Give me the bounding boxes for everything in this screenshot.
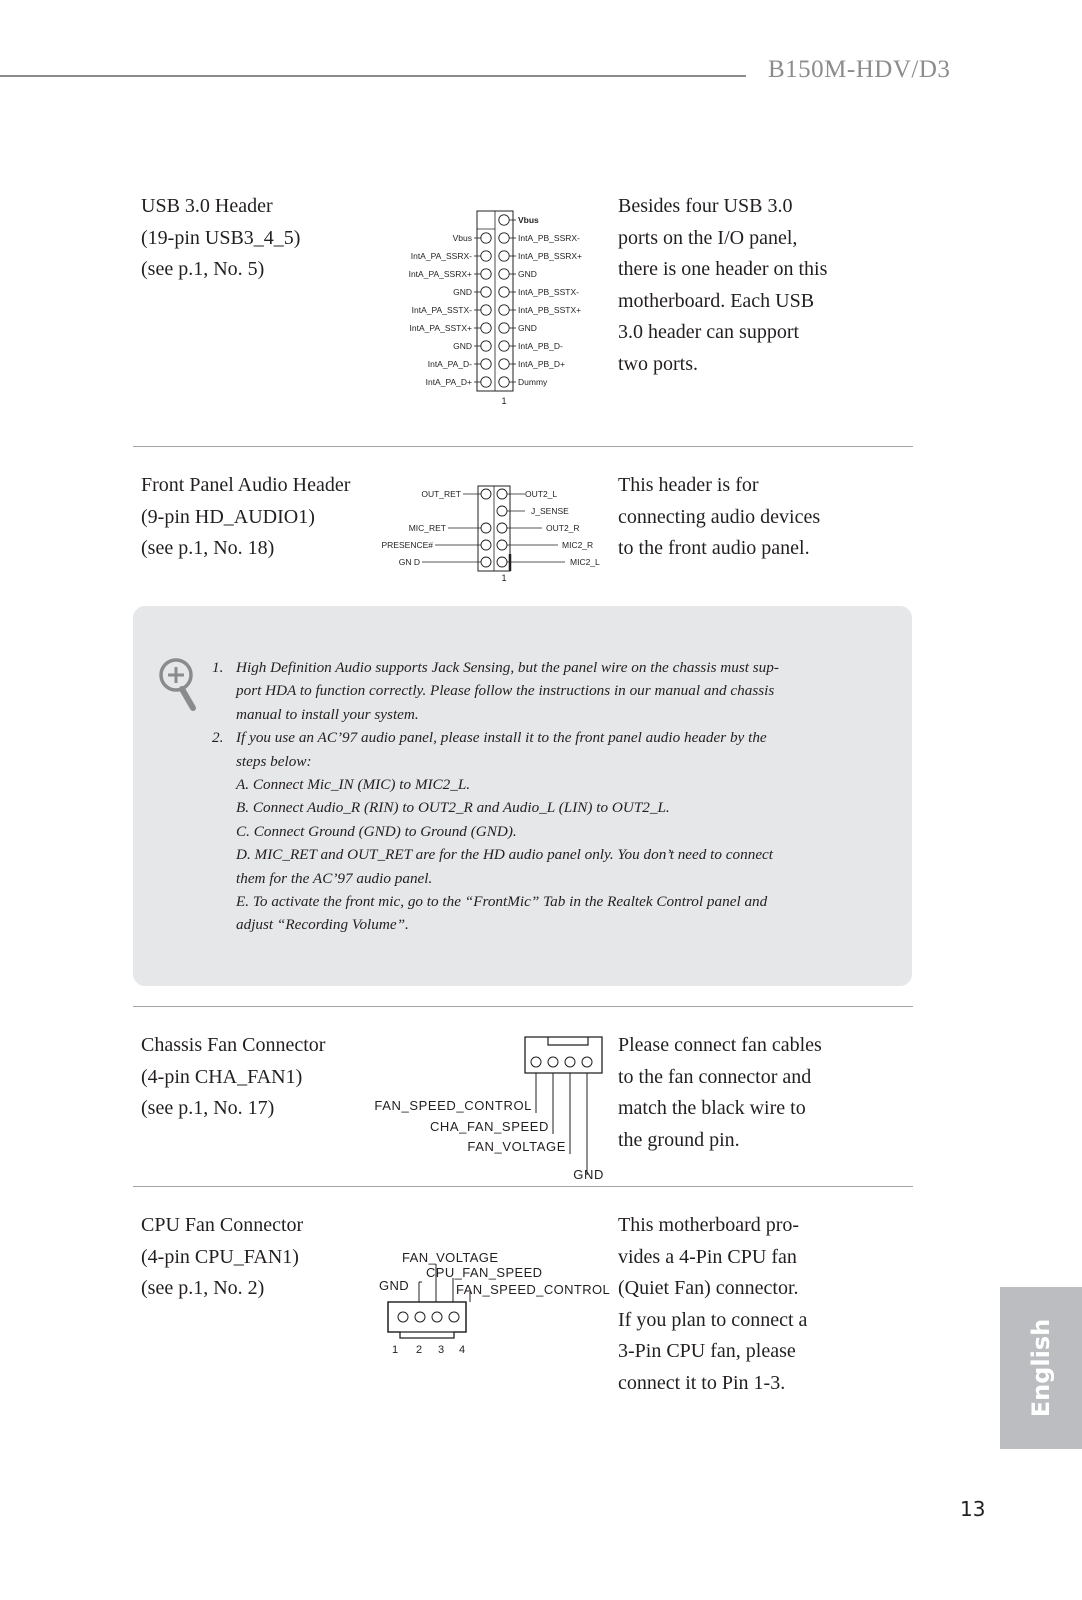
cpu-fan-desc-line: connect it to Pin 1-3.	[618, 1371, 786, 1394]
usb3-pin-label: GND	[518, 269, 537, 279]
usb3-pin1-label: 1	[501, 396, 507, 406]
cpu-fan-pin-number: 1	[391, 1344, 399, 1356]
note-line: High Definition Audio supports Jack Sensing, but the panel wire on the chassis must sup-	[236, 659, 779, 676]
cpu-fan-pin-label: FAN_SPEED_CONTROL	[456, 1282, 611, 1297]
note-item	[212, 726, 862, 937]
cpu-fan-pin-label: GND	[379, 1278, 410, 1293]
audio-pinout-diagram	[370, 480, 615, 585]
note-item-number: 2.	[212, 729, 224, 747]
magnifier-plus-icon	[155, 655, 205, 717]
cpu-fan-label	[141, 1210, 303, 1305]
audio-pin-label: OUT2_R	[546, 523, 580, 533]
usb3-right-pins	[499, 215, 582, 387]
note-line: D. MIC_RET and OUT_RET are for the HD audio panel only. You don’t need to connect	[236, 846, 774, 864]
chassis-fan-label-pins: (4-pin CHA_FAN1)	[141, 1065, 303, 1088]
usb3-pin-label: GND	[453, 341, 472, 351]
usb3-pin-label: IntA_PB_D+	[518, 359, 566, 369]
audio-pin-label: MIC2_L	[570, 557, 600, 567]
audio-label-ref: (see p.1, No. 18)	[141, 537, 275, 559]
usb3-pin-label: IntA_PA_SSTX+	[409, 323, 472, 333]
chassis-fan-description	[618, 1030, 822, 1156]
cpu-fan-desc-line: vides a 4-Pin CPU fan	[618, 1245, 797, 1268]
usb3-pinout-diagram	[370, 205, 610, 410]
audio-pin-label: J_SENSE	[531, 506, 569, 516]
audio-label-pins: (9-pin HD_AUDIO1)	[141, 505, 315, 528]
usb3-label-pins: (19-pin USB3_4_5)	[141, 226, 301, 249]
usb3-pin-label: IntA_PA_SSTX-	[411, 305, 472, 315]
section-divider	[133, 446, 913, 447]
language-tab-label: English	[1027, 1318, 1055, 1418]
usb3-pin-label: IntA_PA_SSRX-	[410, 251, 472, 261]
audio-pin1-label: 1	[501, 573, 507, 583]
note-item	[212, 656, 862, 726]
usb3-pin-label: Dummy	[518, 377, 548, 387]
audio-pin-label: PRESENCE#	[381, 540, 433, 550]
chassis-fan-pin-label: FAN_VOLTAGE	[467, 1139, 566, 1154]
usb3-label-title: USB 3.0 Header	[141, 195, 273, 217]
usb3-pin-label: IntA_PB_SSRX-	[518, 233, 580, 243]
note-line: If you use an AC’97 audio panel, please install it to the front panel audio header by the	[236, 729, 767, 747]
usb3-pin-label: IntA_PA_D+	[425, 377, 472, 387]
language-side-tab	[1000, 1287, 1082, 1449]
chassis-fan-desc-line: to the fan connector and	[618, 1065, 812, 1088]
audio-desc-line: to the front audio panel.	[618, 537, 810, 559]
note-line: port HDA to function correctly. Please follow the instructions in our manual and chassis	[236, 682, 775, 700]
audio-label-title: Front Panel Audio Header	[141, 474, 351, 496]
note-line: adjust “Recording Volume”.	[236, 916, 409, 934]
cpu-fan-pin-label: FAN_VOLTAGE	[402, 1250, 499, 1265]
usb3-desc-line: two ports.	[618, 352, 698, 375]
cpu-fan-description	[618, 1210, 807, 1399]
note-line: steps below:	[236, 752, 312, 770]
chassis-fan-desc-line: Please connect fan cables	[618, 1034, 822, 1056]
section-divider	[133, 1186, 913, 1187]
chassis-fan-pin-label: CHA_FAN_SPEED	[429, 1119, 549, 1134]
usb3-desc-line: motherboard. Each USB	[618, 289, 815, 312]
usb3-pin-label: IntA_PB_SSTX+	[518, 305, 582, 315]
usb3-pin-label: IntA_PB_SSTX-	[518, 287, 579, 297]
audio-pin-label: OUT2_L	[525, 489, 558, 499]
note-line: C. Connect Ground (GND) to Ground (GND).	[236, 822, 517, 840]
cpu-fan-label-title: CPU Fan Connector	[141, 1214, 304, 1236]
usb3-pin-label: IntA_PA_D-	[427, 359, 472, 369]
audio-label	[141, 470, 350, 565]
usb3-desc-line: 3.0 header can support	[618, 321, 800, 343]
chassis-fan-label	[141, 1030, 325, 1125]
note-line: manual to install your system.	[236, 705, 419, 723]
cpu-fan-pin-number: 3	[437, 1344, 445, 1356]
audio-description	[618, 470, 820, 565]
cpu-fan-pin-label: CPU_FAN_SPEED	[426, 1265, 543, 1280]
usb3-pin-label: Vbus	[518, 215, 539, 225]
usb3-label-ref: (see p.1, No. 5)	[141, 258, 265, 280]
usb3-desc-line: Besides four USB 3.0	[618, 195, 793, 217]
note-list	[212, 656, 862, 937]
cpu-fan-desc-line: 3-Pin CPU fan, please	[618, 1340, 796, 1362]
cpu-fan-pin-number: 2	[415, 1344, 423, 1356]
note-item-number: 1.	[212, 659, 224, 676]
usb3-desc-line: there is one header on this	[618, 258, 828, 280]
chassis-fan-diagram	[370, 1035, 615, 1185]
cpu-fan-pin-number: 4	[458, 1344, 466, 1356]
usb3-pin-label: GND	[518, 323, 537, 333]
usb3-pin-label: IntA_PB_D-	[518, 341, 563, 351]
chassis-fan-label-ref: (see p.1, No. 17)	[141, 1097, 275, 1119]
audio-desc-line: This header is for	[618, 474, 759, 496]
cpu-fan-label-ref: (see p.1, No. 2)	[141, 1277, 265, 1299]
chassis-fan-pin-label: FAN_SPEED_CONTROL	[374, 1098, 532, 1113]
cpu-fan-label-pins: (4-pin CPU_FAN1)	[141, 1245, 299, 1268]
chassis-fan-pin-label: GND	[573, 1167, 604, 1182]
model-title: B150M-HDV/D3	[768, 56, 951, 83]
audio-desc-line: connecting audio devices	[618, 505, 821, 528]
cpu-fan-desc-line: If you plan to connect a	[618, 1308, 808, 1331]
usb3-pin-label: IntA_PA_SSRX+	[408, 269, 472, 279]
usb3-pin-label: GND	[453, 287, 472, 297]
usb3-pin-label: Vbus	[452, 233, 472, 243]
cpu-fan-desc-line: This motherboard pro-	[618, 1214, 800, 1236]
chassis-fan-desc-line: match the black wire to	[618, 1097, 806, 1119]
audio-pin-label: MIC2_R	[562, 540, 594, 550]
usb3-left-pins	[409, 233, 492, 387]
usb3-description	[618, 191, 827, 380]
note-line: E. To activate the front mic, go to the “FrontMic” Tab in the Realtek Control panel and	[236, 893, 768, 911]
note-line: them for the AC’97 audio panel.	[236, 869, 433, 887]
header-rule	[0, 75, 746, 77]
section-divider	[133, 1006, 913, 1007]
page-number: 13	[960, 1497, 986, 1521]
usb3-label	[141, 191, 300, 286]
cpu-fan-diagram	[370, 1250, 615, 1360]
audio-pin-label: GN D	[398, 557, 420, 567]
audio-pin-label: MIC_RET	[408, 523, 446, 533]
note-line: A. Connect Mic_IN (MIC) to MIC2_L.	[236, 776, 471, 794]
cpu-fan-connector-outline	[388, 1302, 466, 1332]
cpu-fan-desc-line: (Quiet Fan) connector.	[618, 1277, 799, 1299]
usb3-pin-label: IntA_PB_SSRX+	[518, 251, 583, 261]
usb3-desc-line: ports on the I/O panel,	[618, 226, 798, 249]
chassis-fan-label-title: Chassis Fan Connector	[141, 1034, 326, 1056]
chassis-fan-connector-outline	[525, 1037, 602, 1073]
audio-pin-label: OUT_RET	[421, 489, 461, 499]
note-line: B. Connect Audio_R (RIN) to OUT2_R and Audio_L (LIN) to OUT2_L.	[236, 799, 670, 817]
chassis-fan-desc-line: the ground pin.	[618, 1128, 740, 1151]
